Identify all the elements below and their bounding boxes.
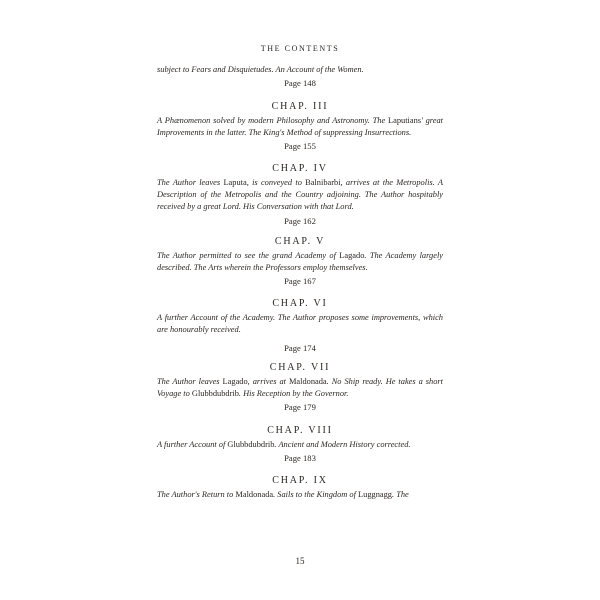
- chapter-summary: [157, 439, 443, 451]
- summary-italic-text: . The: [392, 490, 409, 499]
- summary-roman-text: Balnibarbi: [305, 178, 341, 187]
- intro-page-ref: Page 148: [284, 78, 316, 89]
- running-head: THE CONTENTS: [260, 44, 340, 53]
- summary-italic-text: The Author permitted to see the grand Academy of: [157, 251, 340, 260]
- summary-italic-text: A Phænomenon solved by modern Philosophy and Astronomy. The: [157, 116, 388, 125]
- summary-roman-text: Glubbdubdrib: [227, 440, 275, 449]
- chapter-entry-4: [157, 163, 443, 227]
- chapter-page-ref: Page 167: [284, 276, 316, 287]
- chapter-page-ref: Page 179: [284, 402, 316, 413]
- chapter-title: CHAP. VII: [269, 362, 331, 373]
- summary-italic-text: subject to Fears and Disquietudes. An Account of the Women.: [157, 65, 364, 74]
- chapter-title: CHAP. IV: [272, 163, 328, 174]
- summary-italic-text: . Sails to the Kingdom of: [273, 490, 359, 499]
- summary-italic-text: . The Academy largely described. The Arts wherein the Professors employ themselves.: [157, 251, 443, 273]
- summary-italic-text: . Ancient and Modern History corrected.: [274, 440, 411, 449]
- chapter-summary: [157, 115, 443, 139]
- chapter-page-ref: Page 183: [284, 453, 316, 464]
- summary-roman-text: Maldonada: [235, 490, 274, 499]
- chapter-title: CHAP. IX: [272, 475, 328, 486]
- summary-roman-text: Luggnagg: [358, 490, 392, 499]
- chapter-entry-8: [157, 425, 443, 464]
- chapter-summary: [157, 250, 443, 274]
- chapter-entry-3: [157, 101, 443, 152]
- chapter-title: CHAP. III: [271, 101, 329, 112]
- summary-italic-text: The Author leaves: [157, 178, 224, 187]
- summary-italic-text: A further Account of: [157, 440, 228, 449]
- chapter-title: CHAP. VIII: [267, 425, 333, 436]
- page-number: 15: [295, 556, 305, 566]
- chapter-title: CHAP. V: [274, 236, 326, 247]
- summary-roman-text: Glubbdubdrib: [191, 389, 239, 399]
- chapter-entry-7: [157, 362, 443, 413]
- summary-italic-text: , arrives at: [247, 377, 289, 386]
- summary-roman-text: Lagado: [339, 251, 365, 260]
- summary-italic-text: ' great Improvements in the latter. The King's Method of suppressing Insurrections.: [157, 116, 443, 138]
- summary-italic-text: A further Account of the Academy. The Author proposes some improvements, which are honourably received.: [157, 313, 443, 335]
- chapter-page-ref: Page 155: [284, 141, 316, 152]
- summary-roman-text: Laputa: [223, 178, 247, 187]
- chapter-page-ref: Page 162: [284, 215, 316, 226]
- summary-roman-text: Lagado: [222, 377, 248, 386]
- chapter-entry-6: [157, 298, 443, 354]
- chapter-title: CHAP. VI: [272, 298, 328, 309]
- chapter-summary: [157, 489, 443, 501]
- summary-italic-text: The Author's Return to: [157, 490, 236, 499]
- chapter-summary: [157, 177, 443, 214]
- summary-roman-text: Laputians: [387, 116, 422, 125]
- chapter-entry-5: [157, 236, 443, 287]
- chapter-entry-9: [157, 475, 443, 501]
- summary-italic-text: , is conveyed to: [246, 178, 306, 187]
- summary-italic-text: The Author leaves: [157, 377, 223, 386]
- summary-roman-text: Maldonada: [288, 377, 327, 386]
- chapter-page-ref: Page 174: [284, 343, 316, 354]
- summary-italic-text: . No Ship ready. He takes a short Voyage to: [157, 377, 444, 399]
- summary-italic-text: , arrives at the Metropolis. A Description of the Metropolis and the Country adjoining. The Author hospitably received by a great Lord. His Conversation with that Lord.: [157, 178, 443, 212]
- summary-italic-text: . His Reception by the Governor.: [238, 389, 349, 399]
- intro-entry: [157, 64, 443, 89]
- chapter-summary: [157, 376, 443, 400]
- chapter-summary: [157, 312, 443, 336]
- intro-summary: [157, 64, 443, 76]
